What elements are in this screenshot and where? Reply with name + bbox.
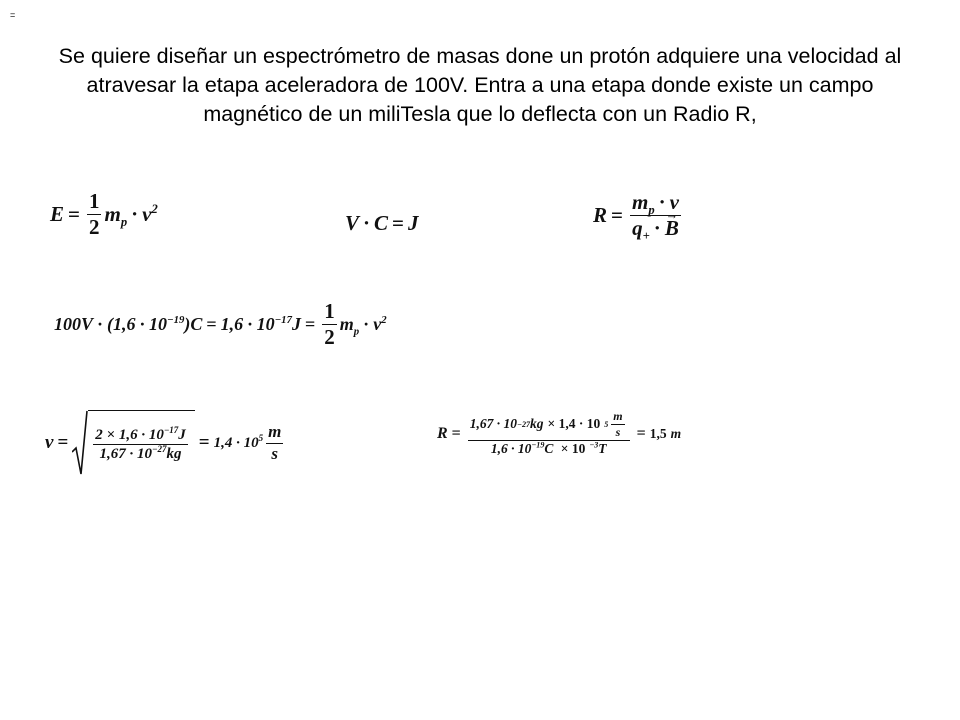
fraction-numerator: $2 \times 1,6 \cdot 10^{-17}J$ (93, 427, 188, 446)
fraction-one-half (322, 300, 337, 349)
symbol-coulomb: C (374, 211, 389, 235)
unit-denominator: s (271, 443, 279, 463)
fraction-radius (630, 190, 681, 244)
fraction-numerator: 1 (322, 300, 337, 325)
fraction-denominator: 2 (88, 215, 100, 240)
dot-operator: · (363, 314, 370, 335)
unit-numerator: m (266, 423, 283, 444)
unit-meters-per-second: $\frac{m}{s}$ (613, 409, 623, 440)
radicand (88, 410, 195, 476)
equals-sign: = (451, 424, 461, 442)
fraction-denominator: $1,67 \cdot 10^{-27}kg$ (99, 444, 182, 462)
equation-velocity (45, 410, 286, 476)
fraction-denominator: $q_+ \cdot\to B$ (630, 216, 681, 240)
equals-sign: = (392, 211, 405, 235)
symbol-e: E (50, 202, 65, 227)
equals-sign: = (611, 203, 623, 228)
symbol-v: v (45, 432, 54, 453)
equation-radius (593, 190, 684, 244)
fraction-one-half (87, 190, 102, 239)
fraction-numerator: 1 (87, 190, 102, 215)
symbol-volt: V (345, 211, 360, 235)
dot-operator: · (97, 314, 104, 335)
dot-operator: · (363, 211, 371, 235)
equals-sign: = (636, 424, 646, 442)
symbol-r: R (437, 424, 448, 442)
equation-radius-value (437, 410, 681, 457)
radius-result: 1,5 (649, 425, 667, 441)
problem-statement: Se quiere diseñar un espectrómetro de masas done un protón adquiere una velocidad al atravesar la etapa aceleradora de 100V. Entra a una etapa donde existe un campo magnético de un miliTesla que lo deflecta con un Radio R, (58, 44, 902, 126)
equation-energy-value (54, 300, 387, 349)
fraction-denominator: $1,6 \cdot 10^{-19}C \times 10$ $^{-3}$T (490, 440, 607, 457)
dot-operator: · (131, 202, 139, 227)
fraction-numerator: 1,67 · 10 −27 kg × 1,4 · 10 5 $\frac{m}{s}$ (468, 410, 630, 441)
equation-units (345, 211, 419, 236)
symbol-r: R (593, 203, 608, 228)
equals-sign: = (304, 314, 316, 335)
fraction-numerator: $m_p \cdot v$ (631, 190, 679, 218)
symbol-velocity-squared: $v^2$ (373, 314, 387, 335)
corner-mark: = (10, 10, 16, 20)
fraction-denominator: 2 (324, 325, 335, 350)
symbol-mass: $m_p$ (339, 314, 360, 338)
symbol-velocity-squared: $v^2$ (142, 202, 158, 227)
velocity-result: $1,4 \cdot 10^5$ (213, 432, 264, 451)
fraction-velocity (93, 424, 188, 463)
unit-meters-per-second (266, 423, 283, 463)
radius-unit: m (670, 425, 682, 441)
voltage-value: 100V (54, 314, 94, 335)
equals-sign: = (68, 202, 80, 227)
fraction-radius-value (468, 410, 630, 457)
equals-sign: = (206, 314, 217, 335)
square-root (72, 410, 195, 476)
equals-sign: = (57, 432, 69, 453)
symbol-joule: J (408, 211, 419, 235)
charge-value: $(1,6 \cdot 10^{-19})C$ (107, 314, 203, 335)
magnetic-field-vector: → B (665, 217, 679, 240)
equation-kinetic-energy (50, 190, 158, 239)
radical-sign-icon (72, 410, 88, 476)
equals-sign: = (198, 432, 210, 453)
energy-value: $1,6 \cdot 10^{-17}J$ (220, 314, 301, 335)
symbol-mass: $m_p$ (104, 202, 128, 230)
